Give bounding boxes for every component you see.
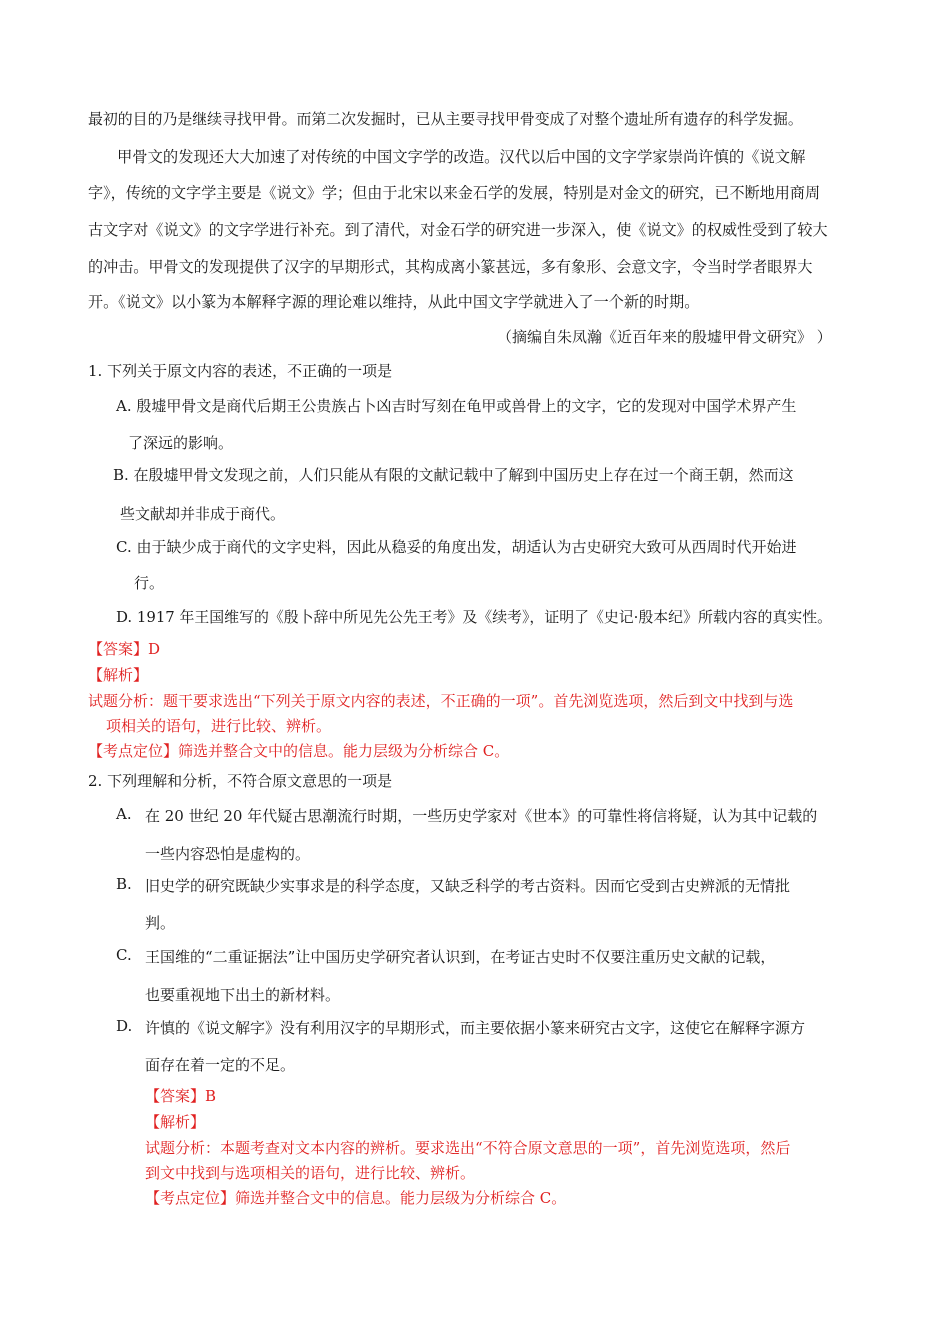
- q2-option-b-cont: 判。: [145, 914, 176, 932]
- q1-option-d: D. 1917 年王国维写的《殷卜辞中所见先公先王考》及《续考》，证明了《史记·殷本纪》所载内容的真实性。: [116, 608, 832, 626]
- q1-analysis: 试题分析：题干要求选出“下列关于原文内容的表述，不正确的一项”。首先浏览选项，然后到文中找到与选: [88, 692, 794, 710]
- q1-option-b: B. 在殷墟甲骨文发现之前，人们只能从有限的文献记载中了解到中国历史上存在过一个商王朝，然而这: [113, 466, 794, 484]
- passage-line: 最初的目的乃是继续寻找甲骨。而第二次发掘时，已从主要寻找甲骨变成了对整个遗址所有遗存的科学发掘。: [88, 110, 803, 128]
- q1-point: 【考点定位】筛选并整合文中的信息。能力层级为分析综合 C。: [88, 742, 510, 760]
- q1-analysis-cont: 项相关的语句，进行比较、辨析。: [106, 717, 332, 735]
- q2-option-a-cont: 一些内容恐怕是虚构的。: [145, 845, 311, 863]
- passage-line: 甲骨文的发现还大大加速了对传统的中国文字学的改造。汉代以后中国的文字学家崇尚许慎的《说文解: [117, 148, 806, 166]
- q2-option-b: 旧史学的研究既缺少实事求是的科学态度，又缺乏科学的考古资料。因而它受到古史辨派的无情批: [145, 877, 791, 895]
- question-1-stem: 1. 下列关于原文内容的表述，不正确的一项是: [88, 362, 393, 380]
- q2-option-b-label: B.: [116, 875, 132, 893]
- q1-analysis-label: 【解析】: [88, 666, 149, 684]
- passage-source: （摘编自朱凤瀚《近百年来的殷墟甲骨文研究》 ）: [497, 328, 832, 346]
- q2-option-d-cont: 面存在着一定的不足。: [145, 1056, 296, 1074]
- q1-option-a-cont: 了深远的影响。: [128, 434, 234, 452]
- passage-line: 古文字对《说文》的文字学进行补充。到了清代，对金石学的研究进一步深入，使《说文》的权威性受到了较大: [88, 221, 828, 239]
- q1-option-b-cont: 些文献却并非成于商代。: [120, 505, 286, 523]
- question-2-stem: 2. 下列理解和分析，不符合原文意思的一项是: [88, 772, 393, 790]
- q2-answer: 【答案】B: [145, 1087, 217, 1105]
- q2-option-c: 王国维的“二重证据法”让中国历史学研究者认识到，在考证古史时不仅要注重历史文献的记载，: [145, 948, 776, 966]
- passage-line: 字》，传统的文字学主要是《说文》学；但由于北宋以来金石学的发展，特别是对金文的研究，已不断地用商周: [88, 184, 821, 202]
- q1-option-c: C. 由于缺少成于商代的文字史料，因此从稳妥的角度出发，胡适认为古史研究大致可从西周时代开始进: [116, 538, 797, 556]
- q2-option-a: 在 20 世纪 20 年代疑古思潮流行时期，一些历史学家对《世本》的可靠性将信将疑，认为其中记载的: [145, 807, 818, 825]
- passage-line: 开。《说文》以小篆为本解释字源的理论难以维持，从此中国文字学就进入了一个新的时期。: [88, 293, 700, 311]
- q1-answer: 【答案】D: [88, 640, 161, 658]
- passage-line: 的冲击。甲骨文的发现提供了汉字的早期形式，其构成离小篆甚远，多有象形、会意文字，令当时学者眼界大: [88, 258, 813, 276]
- q2-option-d: 许慎的《说文解字》没有利用汉字的早期形式，而主要依据小篆来研究古文字，这使它在解释字源方: [145, 1019, 806, 1037]
- q1-option-c-cont: 行。: [134, 574, 165, 592]
- q2-analysis: 试题分析：本题考查对文本内容的辨析。要求选出“不符合原文意思的一项”，首先浏览选项，然后: [145, 1139, 791, 1157]
- q2-option-c-label: C.: [116, 946, 132, 964]
- q2-analysis-cont: 到文中找到与选项相关的语句，进行比较、辨析。: [145, 1164, 476, 1182]
- q2-option-a-label: A.: [116, 805, 132, 823]
- q2-analysis-label: 【解析】: [145, 1113, 206, 1131]
- q2-option-d-label: D.: [116, 1017, 133, 1035]
- q2-point: 【考点定位】筛选并整合文中的信息。能力层级为分析综合 C。: [145, 1189, 567, 1207]
- q1-option-a: A. 殷墟甲骨文是商代后期王公贵族占卜凶吉时写刻在龟甲或兽骨上的文字，它的发现对中国学术界产生: [116, 397, 797, 415]
- q2-option-c-cont: 也要重视地下出土的新材料。: [145, 986, 341, 1004]
